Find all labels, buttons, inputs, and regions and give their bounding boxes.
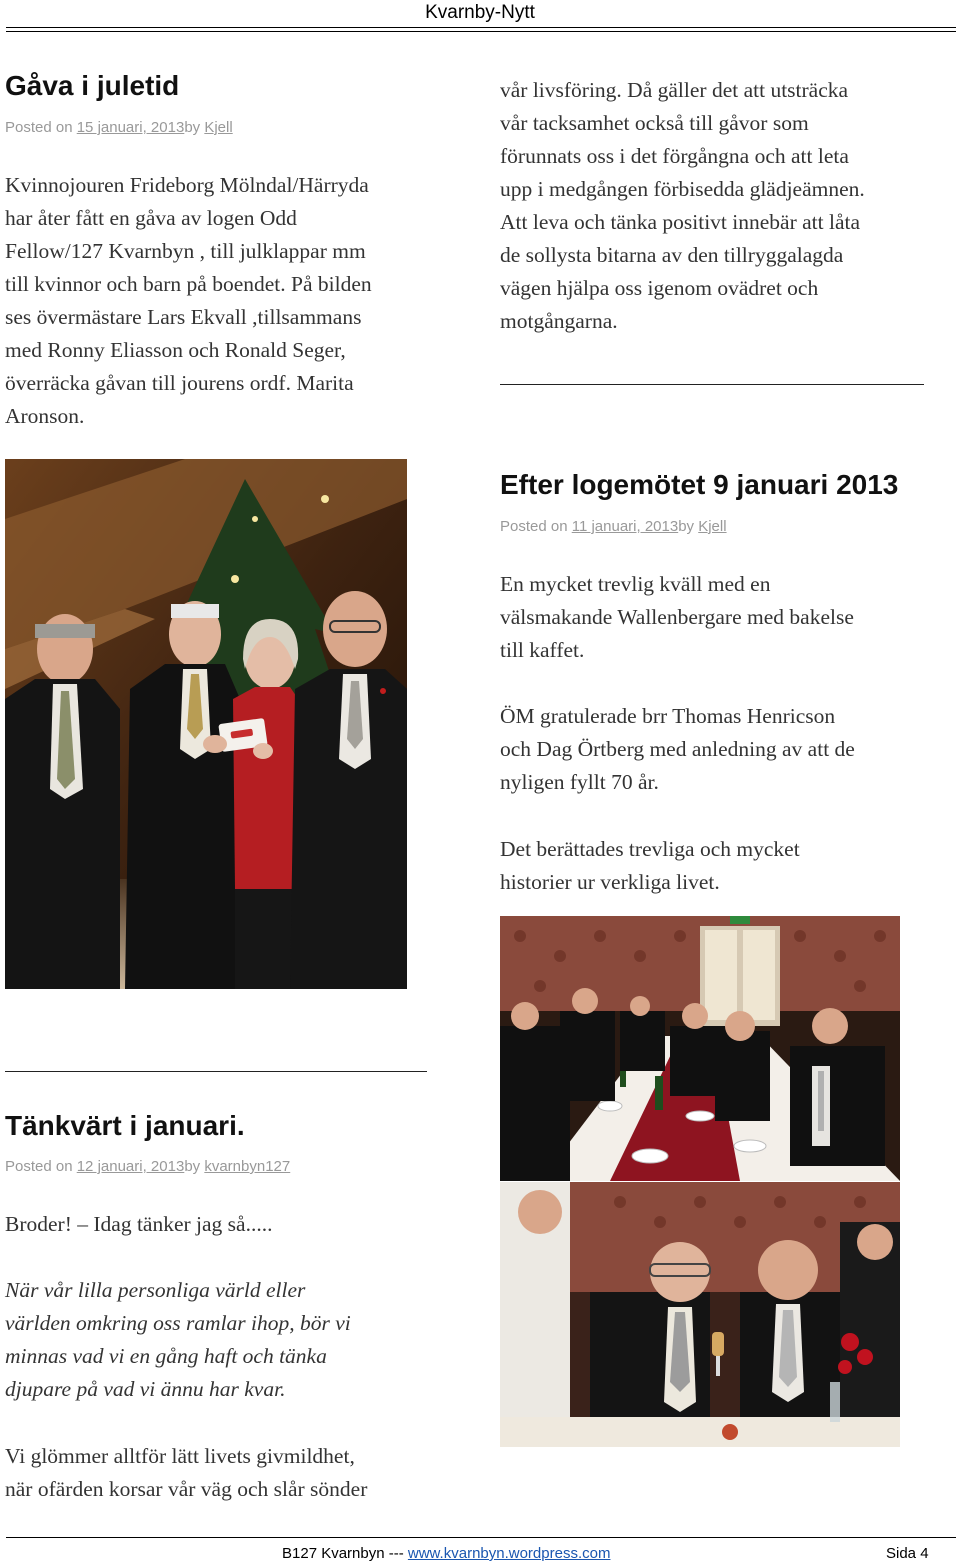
post-author-link[interactable]: Kjell <box>698 518 727 535</box>
body-line: överräcka gåvan till jourens ordf. Marita <box>5 371 354 395</box>
body-line: motgångarna. <box>500 309 618 333</box>
body-line: ses övermästare Lars Ekvall ,tillsammans <box>5 305 362 329</box>
quote-line: världen omkring oss ramlar ihop, bör vi <box>5 1311 351 1335</box>
body-line: vägen hjälpa oss igenom ovädret och <box>500 276 819 300</box>
body-line: när ofärden korsar vår väg och slår sönder <box>5 1477 368 1501</box>
group-gift-photo-art <box>5 459 407 989</box>
body-line: till kaffet. <box>500 638 585 662</box>
body-line: välsmakande Wallenbergare med bakelse <box>500 605 854 629</box>
body-line: ÖM gratulerade brr Thomas Henricson <box>500 704 836 728</box>
page-number: Sida 4 <box>886 1545 929 1562</box>
post-greeting: Broder! – Idag tänker jag så..... <box>5 1212 273 1236</box>
document-header-title: Kvarnby-Nytt <box>425 2 535 23</box>
body-line: Aronson. <box>5 404 85 428</box>
body-line: En mycket trevlig kväll med en <box>500 572 771 596</box>
dinner-table-photo-art <box>500 916 900 1181</box>
post-date-link[interactable]: 15 januari, 2013 <box>76 119 185 136</box>
post-title-logemotet[interactable]: Efter logemötet 9 januari 2013 <box>500 469 899 500</box>
post-body-logemotet-p1 <box>500 568 940 667</box>
body-line: historier ur verkliga livet. <box>500 870 720 894</box>
body-line: nyligen fyllt 70 år. <box>500 770 659 794</box>
post-body-gava <box>5 169 445 433</box>
group-gift-photo <box>5 459 407 989</box>
posted-on-label: Posted on <box>5 1158 77 1175</box>
post-body-logemotet-p2 <box>500 700 940 799</box>
post-author-link[interactable]: kvarnbyn127 <box>204 1158 291 1175</box>
post-separator-left <box>5 1071 427 1072</box>
post-date-link[interactable]: 11 januari, 2013 <box>571 518 679 535</box>
posted-on-label: Posted on <box>500 518 572 535</box>
body-line: förunnats oss i det förgångna och att leta <box>500 144 849 168</box>
post-quote-italic <box>5 1274 445 1406</box>
by-label: by <box>184 119 205 136</box>
post-meta-tankvart <box>5 1158 290 1175</box>
body-line: Kvinnojouren Frideborg Mölndal/Härryda <box>5 173 369 197</box>
header-rule-bottom <box>6 31 956 32</box>
quote-line: minnas vad vi en gång haft och tänka <box>5 1344 327 1368</box>
post-body-tankvart-left <box>5 1440 445 1506</box>
quote-line: När vår lilla personliga värld eller <box>5 1278 306 1302</box>
post-meta-gava <box>5 119 233 136</box>
body-line: Vi glömmer alltför lätt livets givmildhet, <box>5 1444 355 1468</box>
post-meta-logemotet <box>500 518 727 535</box>
header-rule-top <box>6 27 956 28</box>
post-body-logemotet-p3 <box>500 833 940 899</box>
body-line: till kvinnor och barn på boendet. På bilden <box>5 272 372 296</box>
post-date-link[interactable]: 12 januari, 2013 <box>76 1158 185 1175</box>
body-line: upp i medgången förbisedda glädjeämnen. <box>500 177 865 201</box>
body-line: vår tacksamhet också till gåvor som <box>500 111 809 135</box>
quote-line: djupare på vad vi ännu har kvar. <box>5 1377 286 1401</box>
by-label: by <box>184 1158 205 1175</box>
toast-photo <box>500 1182 900 1447</box>
post-body-tankvart-right <box>500 74 940 338</box>
body-line: Fellow/127 Kvarnbyn , till julklappar mm <box>5 239 366 263</box>
body-line: och Dag Örtberg med anledning av att de <box>500 737 855 761</box>
footer-rule <box>6 1537 956 1538</box>
toast-photo-art <box>500 1182 900 1447</box>
post-author-link[interactable]: Kjell <box>204 119 233 136</box>
body-line: Det berättades trevliga och mycket <box>500 837 800 861</box>
post-title-tankvart[interactable]: Tänkvärt i januari. <box>5 1110 245 1141</box>
body-line: Att leva och tänka positivt innebär att låta <box>500 210 861 234</box>
body-line: vår livsföring. Då gäller det att utsträcka <box>500 78 849 102</box>
body-line: har åter fått en gåva av logen Odd <box>5 206 297 230</box>
by-label: by <box>678 518 699 535</box>
post-separator-right <box>500 384 924 385</box>
footer-center <box>282 1545 610 1562</box>
post-title-gava[interactable]: Gåva i juletid <box>5 70 180 101</box>
footer-website-link[interactable]: www.kvarnbyn.wordpress.com <box>407 1545 611 1562</box>
posted-on-label: Posted on <box>5 119 77 136</box>
dinner-table-photo <box>500 916 900 1181</box>
footer-text: B127 Kvarnbyn --- <box>282 1545 408 1562</box>
body-line: med Ronny Eliasson och Ronald Seger, <box>5 338 346 362</box>
body-line: de sollysta bitarna av den tillryggalagda <box>500 243 844 267</box>
